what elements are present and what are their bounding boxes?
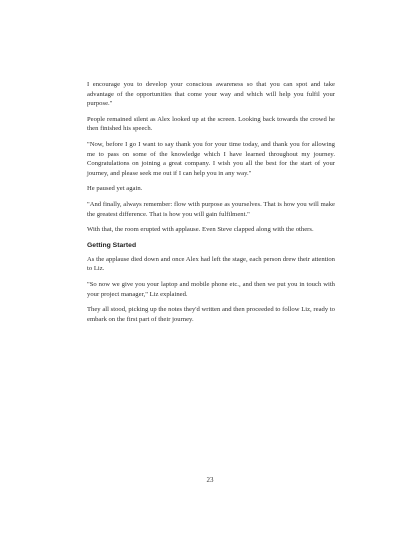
page-body <box>87 80 335 330</box>
paragraph: They all stood, picking up the notes they'd written and then proceeded to follow Liz, ready to embark on the first part of their journey. <box>87 306 335 323</box>
paragraph: "And finally, always remember: flow with purpose as yourselves. That is how you will make the greatest difference. That is how you will gain fulfilment." <box>87 200 335 218</box>
paragraph: I encourage you to develop your conscious awareness so that you can spot and take advantage of the opportunities that come your way and which will help you fulfil your purpose." <box>87 81 335 108</box>
paragraph: "So now we give you your laptop and mobile phone etc., and then we put you in touch with your project manager," Liz explained. <box>87 280 335 298</box>
paragraph: People remained silent as Alex looked up at the screen. Looking back towards the crowd he then finished his speech. <box>87 115 335 133</box>
paragraph: "Now, before I go I want to say thank you for your time today, and thank you for allowing me to pass on some of the knowledge which I have learned throughout my journey. Congratulations on joining a great company. I wish you all the best for the start of your journey, and please seek me out if I can help you in any way." <box>87 140 335 177</box>
page-number: 23 <box>206 476 214 484</box>
paragraph: As the applause died down and once Alex had left the stage, each person drew their attention to Liz. <box>87 255 335 273</box>
paragraph: With that, the room erupted with applause. Even Steve clapped along with the others. <box>87 226 314 234</box>
section-heading: Getting Started <box>87 241 137 249</box>
paragraph: He paused yet again. <box>87 185 143 193</box>
